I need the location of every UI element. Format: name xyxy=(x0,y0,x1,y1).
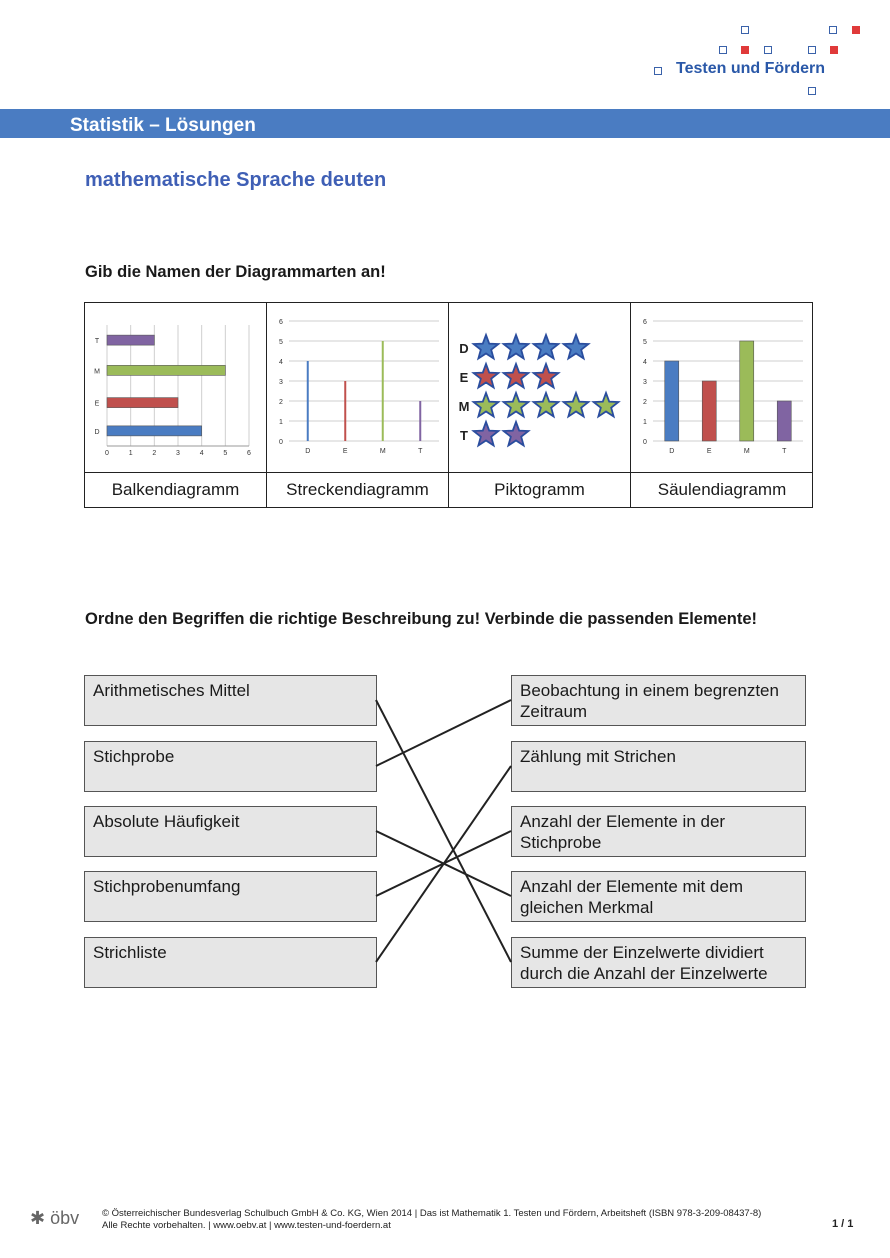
connection-line xyxy=(376,831,511,896)
label-piktogramm: Piktogramm xyxy=(449,472,631,507)
star-M xyxy=(564,393,589,417)
pictogram-row-label: D xyxy=(459,341,469,356)
diagram-table xyxy=(84,302,813,508)
star-D xyxy=(474,335,499,359)
y-tick-label: 5 xyxy=(279,339,283,346)
bar-D xyxy=(665,361,679,441)
bar-E xyxy=(702,381,716,441)
star-D xyxy=(564,335,589,359)
task2-instruction: Ordne den Begriffen die richtige Beschreibung zu! Verbinde die passenden Elemente! xyxy=(85,610,758,628)
page-number: 1 / 1 xyxy=(832,1218,854,1230)
y-tick-label: 6 xyxy=(643,319,647,326)
pictogram-row-label: M xyxy=(458,399,470,414)
star-E xyxy=(534,364,559,388)
bar-T xyxy=(107,335,154,345)
bar-D xyxy=(307,361,309,441)
x-tick-label: 0 xyxy=(105,450,109,457)
description-box[interactable]: Anzahl der Elemente in der Stichprobe xyxy=(511,806,806,857)
star-T xyxy=(504,422,529,446)
publisher-logo xyxy=(30,1208,79,1229)
x-tick-label: 2 xyxy=(152,450,157,457)
publisher-logo-text: öbv xyxy=(50,1208,80,1228)
label-saeulendiagramm: Säulendiagramm xyxy=(631,472,813,507)
y-tick-label: 2 xyxy=(643,399,647,406)
x-tick-label: M xyxy=(379,448,386,455)
x-tick-label: 3 xyxy=(176,450,180,457)
pictogram-row-label: T xyxy=(460,428,468,443)
y-tick-label: D xyxy=(94,428,100,436)
star-M xyxy=(594,393,619,417)
bar-E xyxy=(107,398,178,408)
description-box[interactable]: Anzahl der Elemente mit dem gleichen Merkmal xyxy=(511,871,806,922)
star-M xyxy=(534,393,559,417)
chart-cell-column xyxy=(631,303,813,472)
y-tick-label: 1 xyxy=(643,419,647,426)
x-tick-label: 1 xyxy=(128,450,133,457)
y-tick-label: 2 xyxy=(279,399,283,406)
term-box[interactable]: Arithmetisches Mittel xyxy=(84,675,377,726)
x-tick-label: M xyxy=(743,448,750,455)
bar-M xyxy=(740,341,754,441)
x-tick-label: D xyxy=(305,448,311,455)
x-tick-label: T xyxy=(782,448,787,455)
y-tick-label: 1 xyxy=(279,419,283,426)
stick-chart xyxy=(267,303,447,471)
x-tick-label: E xyxy=(706,448,712,455)
x-tick-label: T xyxy=(418,448,423,455)
star-T xyxy=(474,422,499,446)
y-tick-label: 0 xyxy=(643,439,647,446)
column-chart xyxy=(631,303,811,471)
page-title: Statistik – Lösungen xyxy=(70,115,256,136)
chart-cell-horizontal-bar xyxy=(85,303,267,472)
y-tick-label: 3 xyxy=(643,379,647,386)
task1-instruction: Gib die Namen der Diagrammarten an! xyxy=(85,263,386,281)
y-tick-label: 4 xyxy=(643,359,647,366)
connection-line xyxy=(376,700,511,962)
chart-cell-pictogram xyxy=(449,303,631,472)
publisher-logo-icon: ✱ xyxy=(30,1208,46,1228)
x-tick-label: E xyxy=(342,448,348,455)
pictogram-chart xyxy=(449,303,629,471)
label-streckendiagramm: Streckendiagramm xyxy=(267,472,449,507)
x-tick-label: 6 xyxy=(247,450,251,457)
y-tick-label: T xyxy=(94,338,100,346)
bar-T xyxy=(419,401,421,441)
bar-D xyxy=(107,426,202,436)
footer-line-1: © Österreichischer Bundesverlag Schulbuch GmbH & Co. KG, Wien 2014 | Das ist Mathematik 1. Testen und Fördern, Arbeitsheft (ISBN 978-3-209-08437-8) xyxy=(102,1208,762,1219)
section-subtitle: mathematische Sprache deuten xyxy=(85,169,387,191)
horizontal-bar-chart xyxy=(85,303,265,471)
description-box[interactable]: Zählung mit Strichen xyxy=(511,741,806,792)
brand-name: Testen und Fördern xyxy=(676,60,826,77)
bar-T xyxy=(777,401,791,441)
y-tick-label: E xyxy=(94,400,100,408)
y-tick-label: 3 xyxy=(279,379,283,386)
description-box[interactable]: Summe der Einzelwerte dividiert durch die Anzahl der Einzelwerte xyxy=(511,937,806,988)
term-box[interactable]: Strichliste xyxy=(84,937,377,988)
y-tick-label: M xyxy=(94,368,100,376)
y-tick-label: 5 xyxy=(643,339,647,346)
description-box[interactable]: Beobachtung in einem begrenzten Zeitraum xyxy=(511,675,806,726)
connection-line xyxy=(376,700,511,766)
star-E xyxy=(474,364,499,388)
footer-copyright xyxy=(102,1208,761,1232)
term-box[interactable]: Stichprobenumfang xyxy=(84,871,377,922)
star-M xyxy=(504,393,529,417)
pictogram-row-label: E xyxy=(459,370,469,385)
connection-line xyxy=(376,831,511,896)
connection-line xyxy=(376,766,511,962)
star-D xyxy=(504,335,529,359)
bar-E xyxy=(344,381,346,441)
chart-cell-stick xyxy=(267,303,449,472)
bar-M xyxy=(107,365,225,375)
x-tick-label: D xyxy=(669,448,675,455)
y-tick-label: 6 xyxy=(279,319,283,326)
label-balkendiagramm: Balkendiagramm xyxy=(85,472,267,507)
footer-line-2: Alle Rechte vorbehalten. | www.oebv.at | www.testen-und-foerdern.at xyxy=(102,1220,391,1231)
term-box[interactable]: Stichprobe xyxy=(84,741,377,792)
x-tick-label: 4 xyxy=(199,450,204,457)
x-tick-label: 5 xyxy=(223,450,228,457)
y-tick-label: 0 xyxy=(279,439,283,446)
term-box[interactable]: Absolute Häufigkeit xyxy=(84,806,377,857)
star-M xyxy=(474,393,499,417)
bar-M xyxy=(382,341,384,441)
star-D xyxy=(534,335,559,359)
star-E xyxy=(504,364,529,388)
y-tick-label: 4 xyxy=(279,359,283,366)
